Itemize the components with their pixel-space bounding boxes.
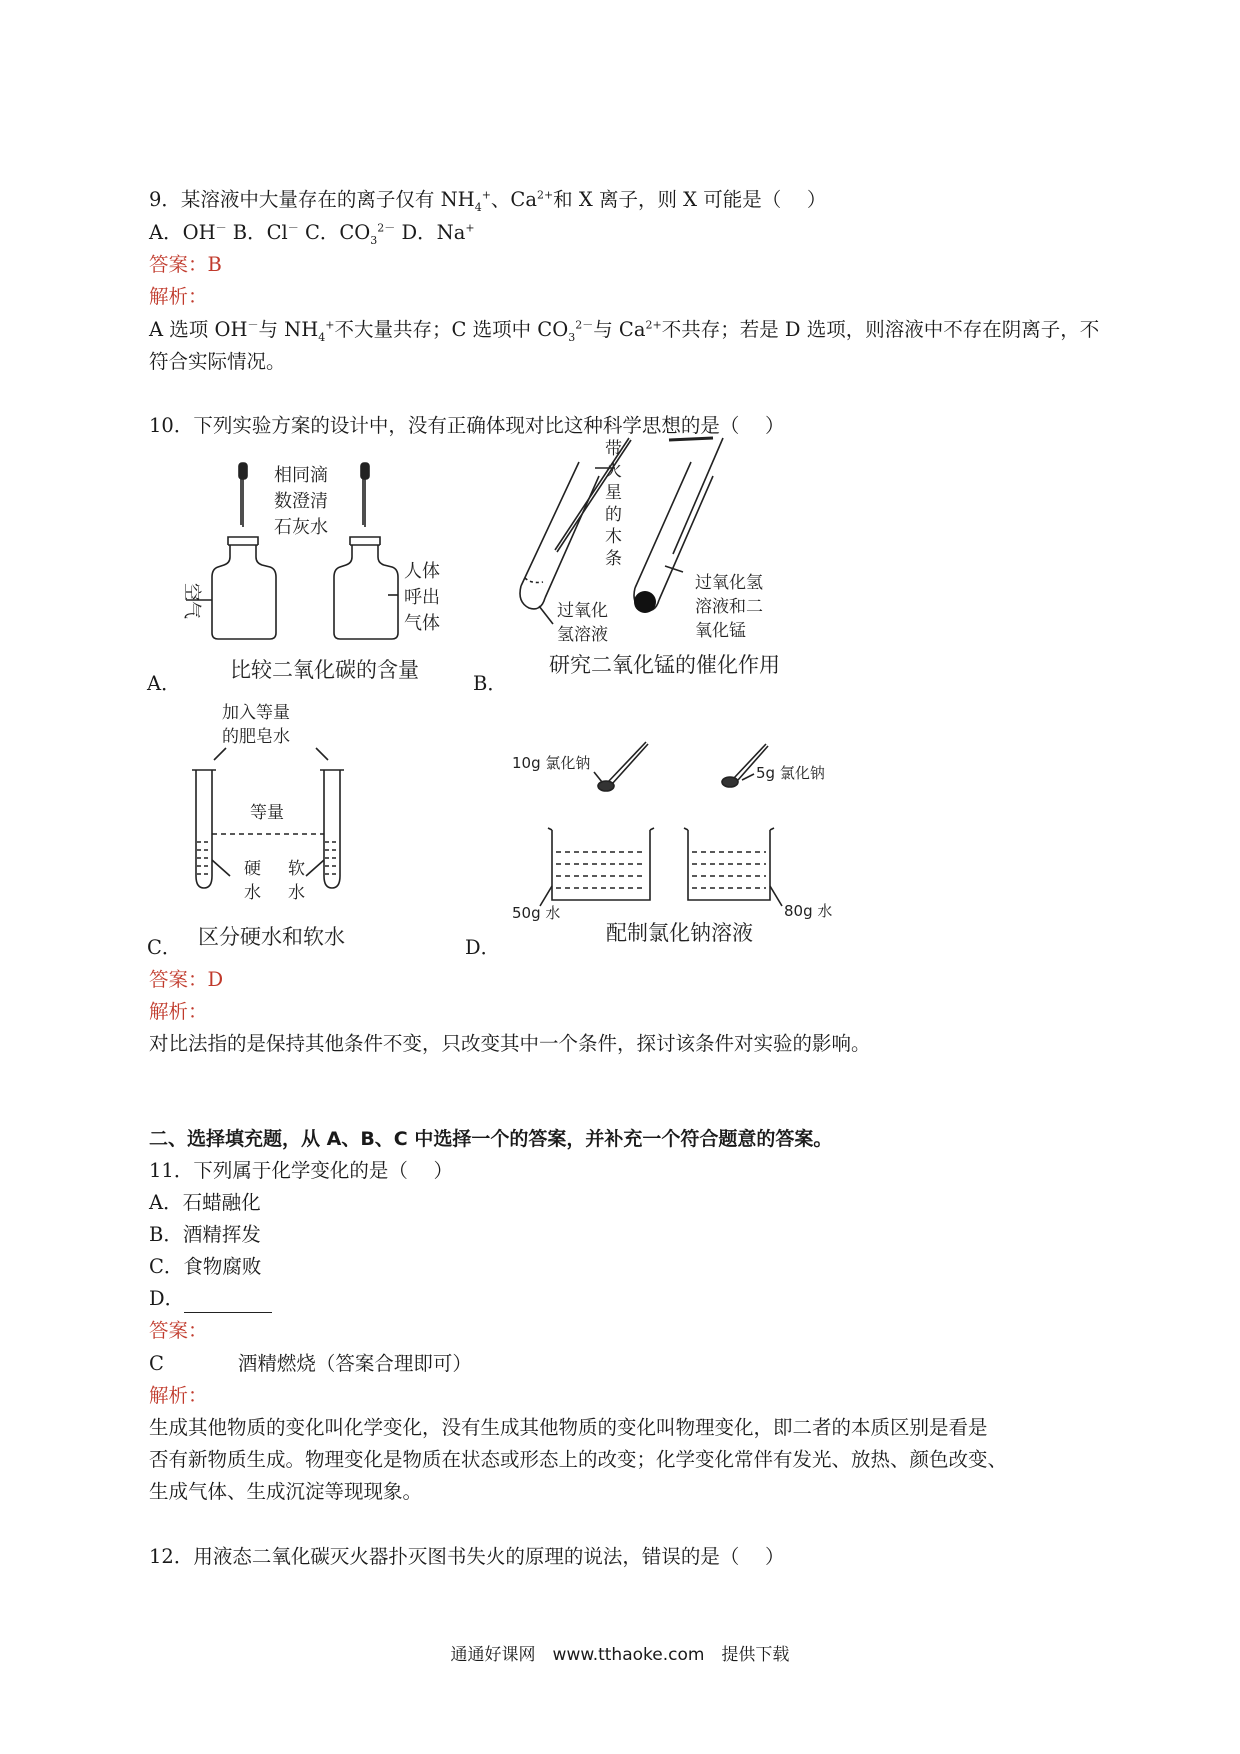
- left-tube-label: 氢溶液: [557, 625, 608, 645]
- superscript: －: [287, 221, 299, 235]
- q11-answer: [149, 1350, 472, 1378]
- stick-label: 木: [605, 527, 622, 547]
- right-tube-label: 溶液和二: [695, 597, 763, 617]
- right-bottle-label: 呼出: [404, 587, 440, 608]
- equal-label: 等量: [250, 803, 284, 823]
- stick-label: 星: [605, 483, 622, 503]
- answer-choice: C: [149, 1352, 164, 1375]
- dropper-label-line: 石灰水: [274, 517, 328, 538]
- q9-analysis-label: 解析：: [149, 285, 208, 308]
- q9-option-b: B．Cl: [226, 221, 288, 244]
- top-label: 加入等量: [222, 703, 290, 723]
- q11-option-c: C．食物腐败: [149, 1255, 262, 1278]
- q9-stem: [149, 186, 826, 214]
- superscript: －: [215, 221, 227, 235]
- q9-option-d: D．Na: [395, 221, 466, 244]
- figure-c: [178, 700, 378, 960]
- dropper-label-line: 数澄清: [274, 491, 328, 512]
- figure-c-drawing: [178, 700, 378, 960]
- q10-answer: 答案：D: [149, 968, 224, 991]
- subscript: 3: [370, 233, 378, 247]
- superscript: 2－: [377, 221, 396, 235]
- hard-water-label: 水: [244, 883, 261, 903]
- q11-option-a: A．石蜡融化: [149, 1191, 261, 1214]
- water-80g-label: 80g 水: [784, 902, 833, 920]
- answer-fill: 酒精燃烧（答案合理即可）: [237, 1352, 472, 1375]
- figure-a-caption: 比较二氧化碳的含量: [230, 658, 419, 682]
- q11-option-d: [149, 1285, 272, 1313]
- q9-option-c: C．CO: [298, 221, 371, 244]
- analysis-text: 不大量共存；C 选项中 CO: [334, 318, 569, 341]
- right-tube-label: 过氧化氢: [695, 573, 763, 593]
- q10-stem: 10．下列实验方案的设计中，没有正确体现对比这种科学思想的是（ ）: [149, 414, 785, 437]
- q9-answer: 答案：B: [149, 253, 222, 276]
- q11-option-b: B．酒精挥发: [149, 1223, 261, 1246]
- left-bottle-label: 空: [181, 583, 202, 601]
- superscript: +: [465, 221, 475, 235]
- manganese-dioxide: [634, 591, 656, 613]
- analysis-text: 不共存；若是 D 选项，则溶液中不存在阴离子，不: [661, 318, 1100, 341]
- q9-stem-text: 、Ca: [490, 188, 537, 211]
- figure-b-letter: B．: [473, 672, 507, 695]
- q10-analysis: 对比法指的是保持其他条件不变，只改变其中一个条件，探讨该条件对实验的影响。: [149, 1032, 871, 1055]
- superscript: 2+: [645, 318, 662, 332]
- figure-c-letter: C．: [147, 936, 182, 959]
- hard-water-label: 硬: [244, 859, 261, 879]
- right-bottle-label: 气体: [404, 613, 440, 634]
- salt-10g-label: 10g 氯化钠: [512, 754, 591, 772]
- figure-b-caption: 研究二氧化锰的催化作用: [549, 653, 780, 677]
- fill-in-blank: [184, 1292, 272, 1313]
- right-bottle-label: 人体: [404, 561, 440, 582]
- q9-option-a: A．OH: [149, 221, 216, 244]
- q12-stem: 12．用液态二氧化碳灭火器扑灭图书失火的原理的说法，错误的是（ ）: [149, 1545, 785, 1568]
- section-2-title: 二、选择填充题，从 A、B、C 中选择一个的答案，并补充一个符合题意的答案。: [149, 1128, 833, 1150]
- q9-analysis-line-1: [149, 316, 1099, 344]
- q11-analysis-label: 解析：: [149, 1384, 208, 1407]
- subscript: 4: [474, 200, 482, 214]
- stick-label: 火: [605, 461, 622, 481]
- stick-label: 条: [605, 549, 622, 569]
- right-tube-label: 氧化锰: [695, 621, 746, 641]
- superscript: +: [325, 318, 335, 332]
- q9-options: [149, 219, 475, 247]
- q9-analysis-line-2: 符合实际情况。: [149, 350, 286, 373]
- left-bottle-label: 气: [181, 601, 202, 619]
- analysis-text: 与 Ca: [593, 318, 646, 341]
- q9-stem-text: 和 X 离子，则 X 可能是（ ）: [553, 188, 827, 211]
- left-tube-label: 过氧化: [557, 601, 608, 621]
- q9-stem-text: 9．某溶液中大量存在的离子仅有 NH: [149, 188, 475, 211]
- superscript: 2+: [536, 188, 554, 202]
- figure-c-caption: 区分硬水和软水: [198, 925, 345, 949]
- soft-water-label: 水: [288, 883, 305, 903]
- q11-answer-label: 答案：: [149, 1319, 208, 1342]
- dropper-label-line: 相同滴: [274, 465, 328, 486]
- page-footer: 通通好课网 www.tthaoke.com 提供下载: [450, 1645, 790, 1665]
- figure-d-letter: D．: [465, 936, 501, 959]
- figure-b: [495, 432, 835, 692]
- figure-d-caption: 配制氯化钠溶液: [606, 921, 753, 945]
- superscript: 2－: [575, 318, 594, 332]
- subscript: 3: [568, 330, 576, 344]
- q10-analysis-label: 解析：: [149, 1000, 208, 1023]
- analysis-text: A 选项 OH: [149, 318, 248, 341]
- figure-a-drawing: [146, 455, 466, 695]
- salt-5g-label: 5g 氯化钠: [756, 764, 825, 782]
- top-label: 的肥皂水: [222, 727, 290, 747]
- q11-analysis-line-2: 否有新物质生成。物理变化是物质在状态或形态上的改变；化学变化常伴有发光、放热、颜色改变、: [149, 1448, 1008, 1471]
- q11-analysis-line-3: 生成气体、生成沉淀等现现象。: [149, 1480, 423, 1503]
- figure-d-drawing: [510, 740, 850, 960]
- figure-a: [146, 455, 466, 695]
- water-50g-label: 50g 水: [512, 904, 561, 922]
- subscript: 4: [318, 330, 326, 344]
- q11-option-d-label: D．: [149, 1287, 185, 1310]
- q11-stem: 11．下列属于化学变化的是（ ）: [149, 1159, 454, 1182]
- figure-b-drawing: [495, 432, 835, 692]
- figure-d: [510, 740, 850, 960]
- stick-label: 带: [605, 439, 622, 459]
- analysis-text: 与 NH: [258, 318, 319, 341]
- figure-a-letter: A．: [147, 672, 181, 695]
- superscript: +: [481, 188, 491, 202]
- stick-label: 的: [605, 505, 622, 525]
- superscript: －: [247, 318, 259, 332]
- q11-analysis-line-1: 生成其他物质的变化叫化学变化，没有生成其他物质的变化叫物理变化，即二者的本质区别是看是: [149, 1416, 988, 1439]
- soft-water-label: 软: [288, 859, 305, 879]
